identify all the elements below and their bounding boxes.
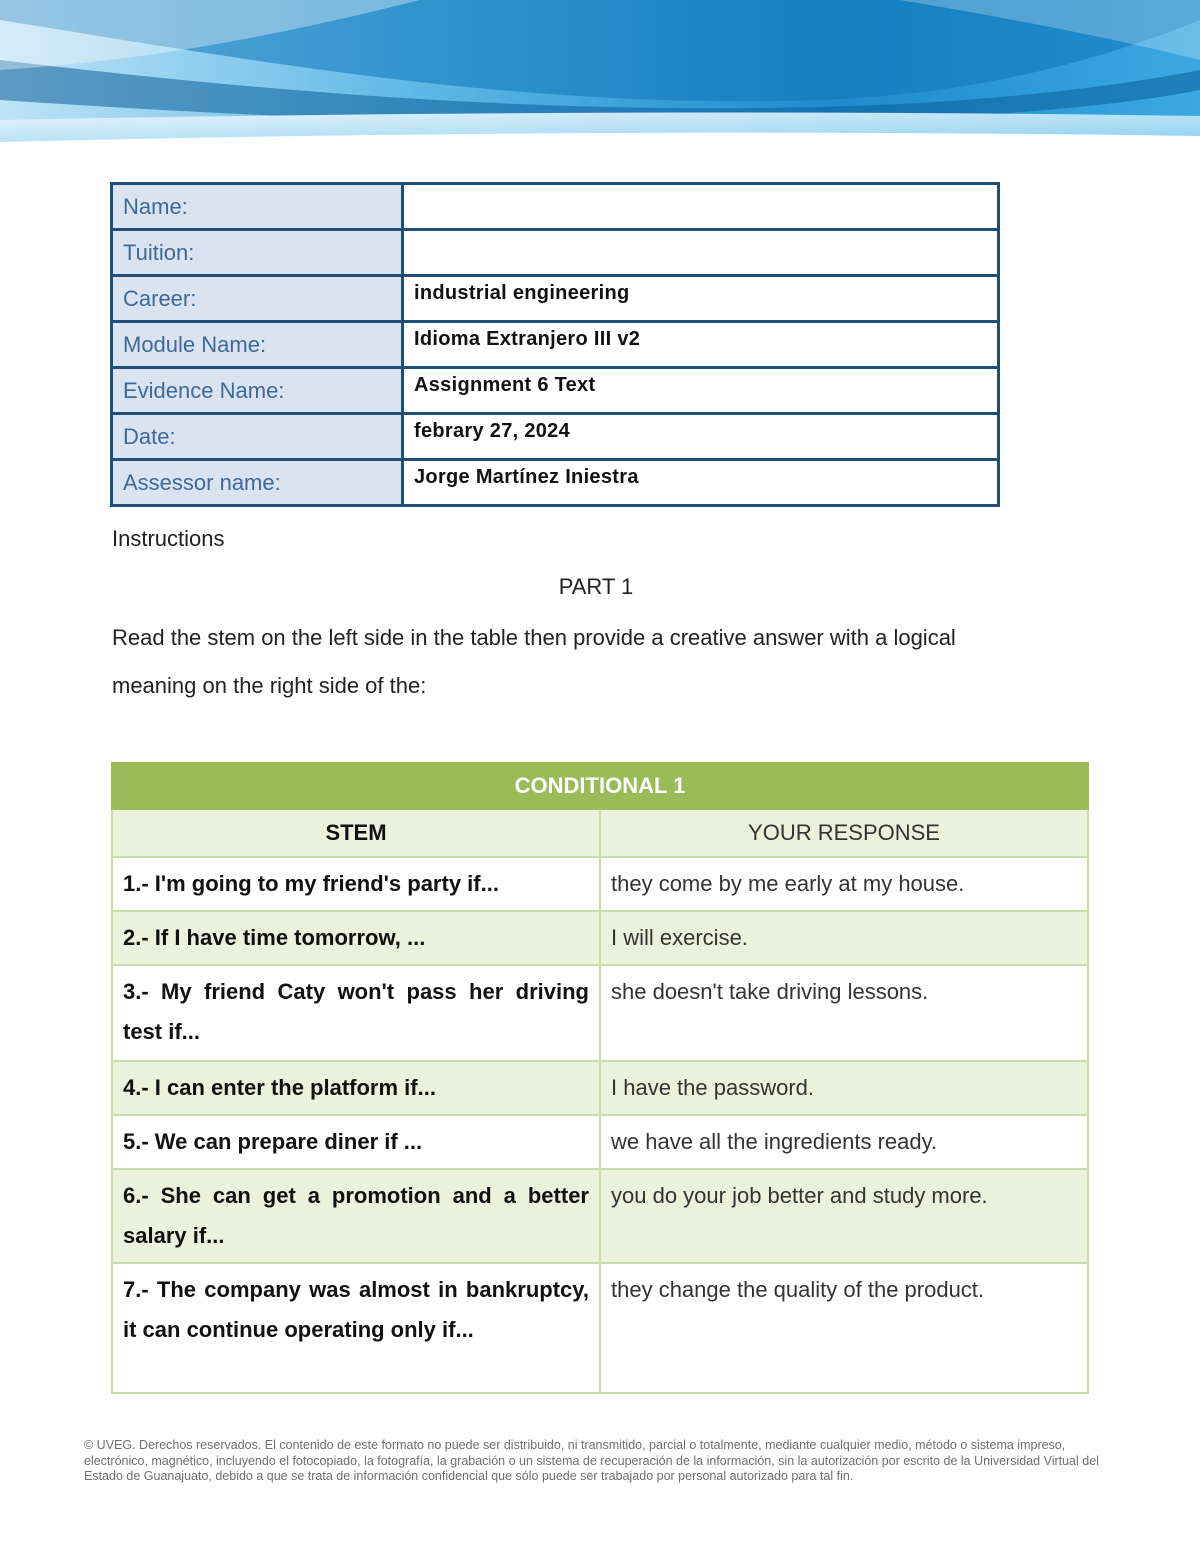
- stem-cell: 4.- I can enter the platform if...: [112, 1061, 600, 1115]
- info-value: industrial engineering: [403, 276, 999, 322]
- response-cell: I have the password.: [600, 1061, 1088, 1115]
- stem-cell: 7.- The company was almost in bankruptcy, it can continue operating only if...: [112, 1263, 600, 1393]
- info-label: Tuition:: [112, 230, 403, 276]
- info-label: Career:: [112, 276, 403, 322]
- info-value: Jorge Martínez Iniestra: [403, 460, 999, 506]
- info-row-date: [112, 414, 999, 460]
- response-cell: we have all the ingredients ready.: [600, 1115, 1088, 1169]
- info-value: [403, 230, 999, 276]
- stem-cell: 3.- My friend Caty won't pass her driving test if...: [112, 965, 600, 1061]
- stem-cell: 5.- We can prepare diner if ...: [112, 1115, 600, 1169]
- table-title: CONDITIONAL 1: [112, 763, 1088, 809]
- response-cell: they come by me early at my house.: [600, 857, 1088, 911]
- copyright-footer: © UVEG. Derechos reservados. El contenido de este formato no puede ser distribuido, ni transmitido, parcial o totalmente, mediante cualquier medio, método o sistema impreso, electrónico, magnético, incluyendo el fotocopiado, la fotografía, la grabación o un sistema de recuperación de la información, sin la autorización por escrito de la Universidad Virtual del Estado de Guanajuato, debido a que se trata de información confidencial que sólo puede ser trabajado por personal autorizado para tal fin.: [84, 1438, 1099, 1483]
- table-row: [112, 1061, 1088, 1115]
- info-row-evidence: [112, 368, 999, 414]
- response-cell: she doesn't take driving lessons.: [600, 965, 1088, 1061]
- table-row: [112, 965, 1088, 1061]
- info-label: Module Name:: [112, 322, 403, 368]
- response-cell: I will exercise.: [600, 911, 1088, 965]
- table-title-row: [112, 763, 1088, 809]
- table-header-row: [112, 809, 1088, 857]
- table-row: [112, 1169, 1088, 1263]
- info-value: febrary 27, 2024: [403, 414, 999, 460]
- response-header: YOUR RESPONSE: [600, 809, 1088, 857]
- instructions-heading: Instructions: [112, 526, 225, 551]
- table-row: [112, 1115, 1088, 1169]
- table-row: [112, 857, 1088, 911]
- instructions-text: Read the stem on the left side in the table then provide a creative answer with a logical meaning on the right side of the:: [112, 625, 956, 698]
- info-row-module: [112, 322, 999, 368]
- info-row-career: [112, 276, 999, 322]
- table-row: [112, 911, 1088, 965]
- info-value: Idioma Extranjero III v2: [403, 322, 999, 368]
- info-label: Evidence Name:: [112, 368, 403, 414]
- info-label: Date:: [112, 414, 403, 460]
- stem-cell: 6.- She can get a promotion and a better salary if...: [112, 1169, 600, 1263]
- part-title: PART 1: [558, 574, 634, 599]
- info-row-name: [112, 184, 999, 230]
- response-cell: they change the quality of the product.: [600, 1263, 1088, 1393]
- info-value: [403, 184, 999, 230]
- table-row: [112, 1263, 1088, 1393]
- info-row-tuition: [112, 230, 999, 276]
- stem-cell: 2.- If I have time tomorrow, ...: [112, 911, 600, 965]
- stem-header: STEM: [112, 809, 600, 857]
- info-label: Name:: [112, 184, 403, 230]
- response-cell: you do your job better and study more.: [600, 1169, 1088, 1263]
- stem-cell: 1.- I'm going to my friend's party if...: [112, 857, 600, 911]
- info-value: Assignment 6 Text: [403, 368, 999, 414]
- info-row-assessor: [112, 460, 999, 506]
- banner-graphic: [0, 0, 1200, 150]
- conditional-table: [111, 762, 1089, 1394]
- header-banner: [0, 0, 1200, 150]
- info-label: Assessor name:: [112, 460, 403, 506]
- student-info-table: [110, 182, 1000, 507]
